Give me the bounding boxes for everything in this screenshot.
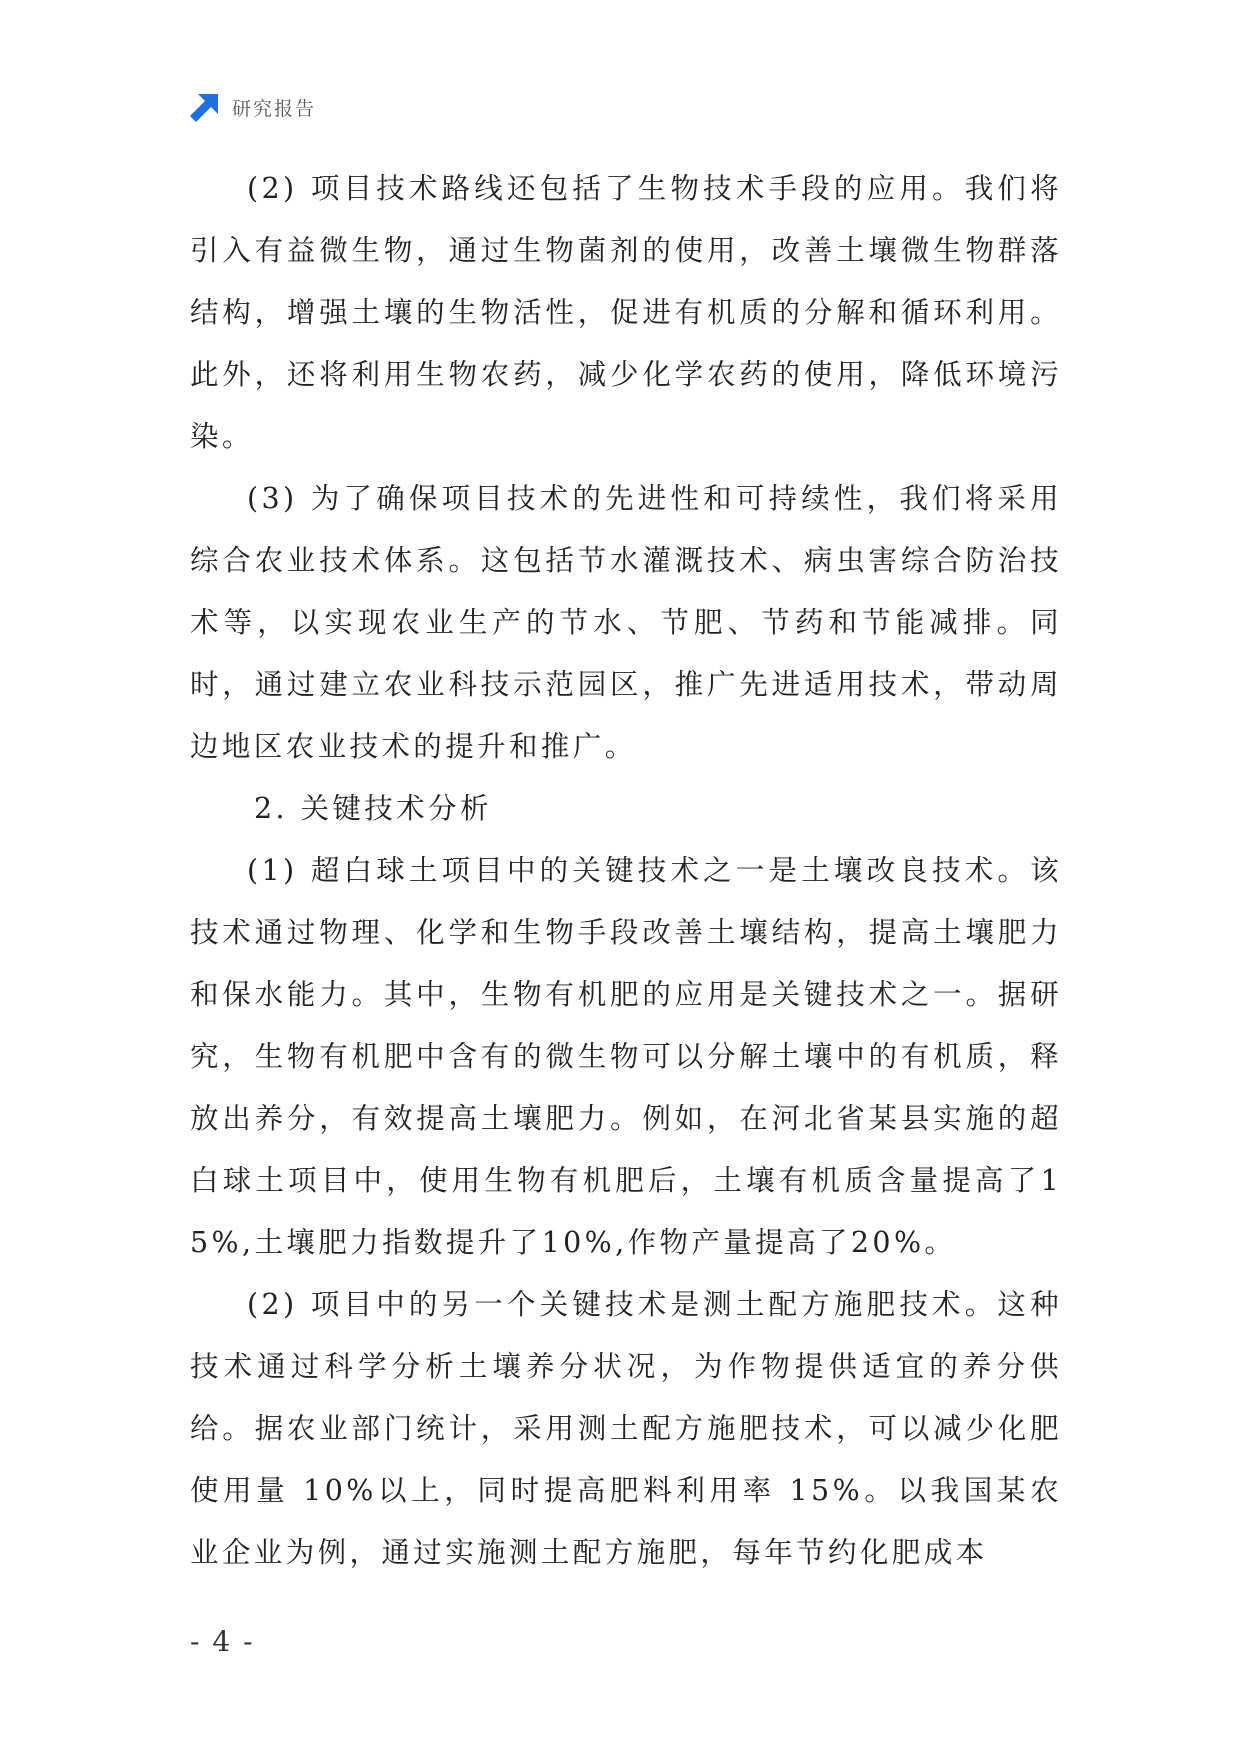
paragraph-tech-route-3: (3) 为了确保项目技术的先进性和可持续性，我们将采用综合农业技术体系。这包括节水灌溉技术、病虫害综合防治技术等，以实现农业生产的节水、节肥、节药和节能减排。同时，通过建立农业科技示范园区，推广先进适用技术，带动周边地区农业技术的提升和推广。: [190, 482, 1062, 763]
document-body: [190, 158, 1062, 1584]
page-number: - 4 -: [190, 1625, 255, 1658]
arrow-up-right-icon: [190, 92, 220, 122]
paragraph-key-tech-2: (2) 项目中的另一个关键技术是测土配方施肥技术。这种技术通过科学分析土壤养分状况，为作物提供适宜的养分供给。据农业部门统计，采用测土配方施肥技术，可以减少化肥使用量 10%以上，同时提高肥料利用率 15%。以我国某农业企业为例，通过实施测土配方施肥，每年节约化肥成本: [190, 1288, 1062, 1569]
header-title: 研究报告: [232, 97, 317, 120]
paragraph-tech-route-2: (2) 项目技术路线还包括了生物技术手段的应用。我们将引入有益微生物，通过生物菌剂的使用，改善土壤微生物群落结构，增强土壤的生物活性，促进有机质的分解和循环利用。此外，还将利用生物农药，减少化学农药的使用，降低环境污染。: [190, 172, 1062, 453]
paragraph-key-tech-1: (1) 超白球土项目中的关键技术之一是土壤改良技术。该技术通过物理、化学和生物手段改善土壤结构，提高土壤肥力和保水能力。其中，生物有机肥的应用是关键技术之一。据研究，生物有机肥中含有的微生物可以分解土壤中的有机质，释放出养分，有效提高土壤肥力。例如，在河北省某县实施的超白球土项目中，使用生物有机肥后，土壤有机质含量提高了15%,土壤肥力指数提升了10%,作物产量提高了20%。: [190, 854, 1062, 1259]
page-header: [190, 90, 316, 124]
section-heading: 2. 关键技术分析: [254, 792, 492, 825]
